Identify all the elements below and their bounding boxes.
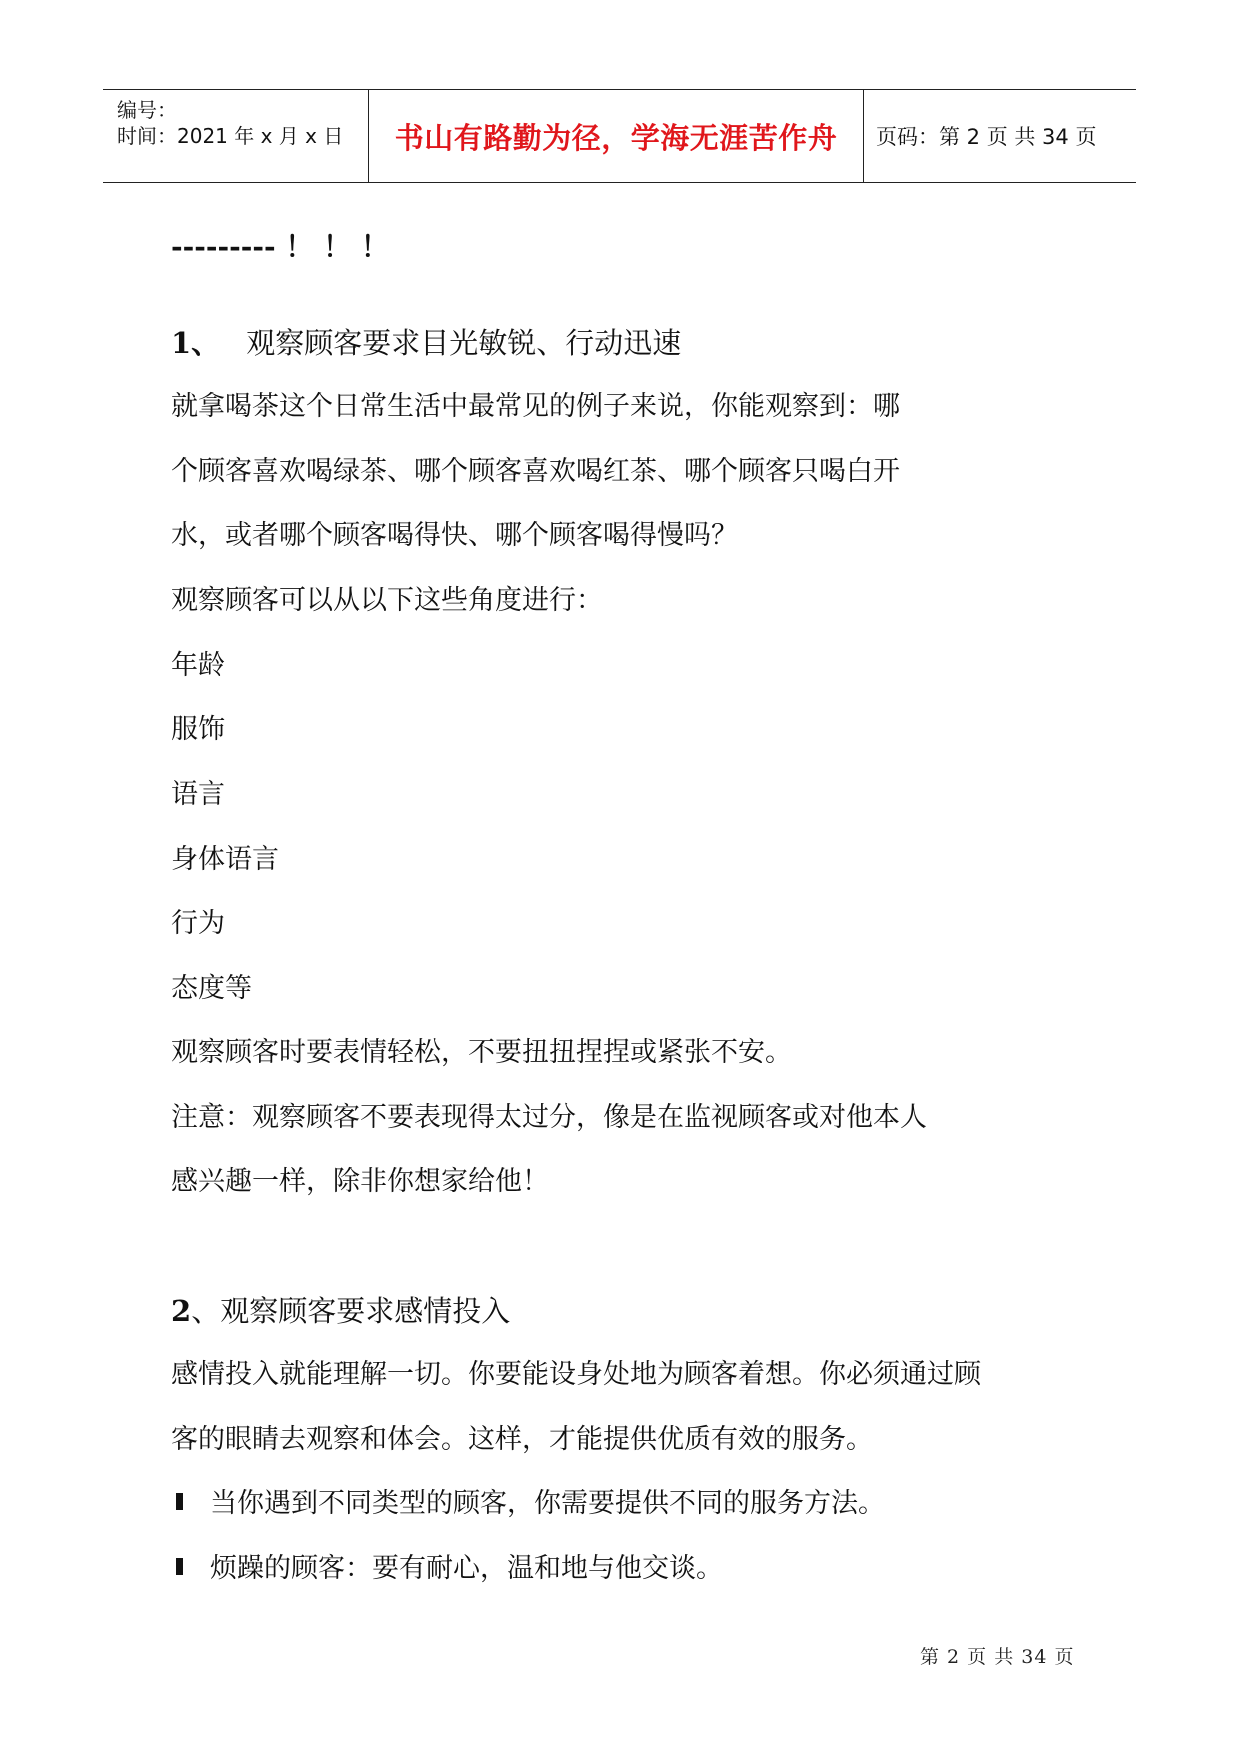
paragraph-2-line-1: 感情投入就能理解一切。你要能设身处地为顾客着想。你必须通过顾	[171, 1359, 981, 1390]
page-footer: 第 2 页 共 34 页	[920, 1646, 1075, 1668]
angle-item: 服饰	[171, 714, 225, 745]
motto-text: 书山有路勤为径，学海无涯苦作舟	[394, 120, 838, 155]
document-header	[103, 89, 1136, 183]
section-2-heading	[171, 1294, 510, 1328]
exclaim-line: --------- ！ ！ ！	[171, 230, 389, 263]
header-middle-cell	[369, 90, 864, 182]
header-right-cell	[864, 90, 1136, 182]
section-1-heading	[171, 326, 681, 360]
paragraph-1-line-2: 个顾客喜欢喝绿茶、哪个顾客喜欢喝红茶、哪个顾客只喝白开	[171, 456, 900, 487]
angle-item: 态度等	[171, 973, 252, 1004]
section-1-number: 1、	[171, 326, 221, 360]
paragraph-1-line-3: 水，或者哪个顾客喝得快、哪个顾客喝得慢吗？	[171, 520, 738, 551]
square-bullet-icon	[176, 1493, 183, 1510]
section-1-title: 观察顾客要求目光敏锐、行动迅速	[246, 326, 682, 360]
paragraph-2-line-2: 客的眼睛去观察和体会。这样，才能提供优质有效的服务。	[171, 1424, 873, 1455]
angle-item: 年龄	[171, 650, 225, 681]
bullet-item	[176, 1552, 723, 1586]
serial-label: 编号：	[117, 98, 177, 122]
bullet-text: 烦躁的顾客：要有耐心，温和地与他交谈。	[210, 1553, 723, 1584]
section-2-number: 2	[171, 1294, 192, 1328]
attention-line-2: 感兴趣一样，除非你想家给他！	[171, 1166, 549, 1197]
section-2-title: 、观察顾客要求感情投入	[191, 1294, 511, 1328]
header-page-code: 页码：第 2 页 共 34 页	[876, 125, 1097, 149]
attention-line-1: 注意：观察顾客不要表现得太过分，像是在监视顾客或对他本人	[171, 1102, 927, 1133]
relax-note: 观察顾客时要表情轻松，不要扭扭捏捏或紧张不安。	[171, 1037, 792, 1068]
angles-intro: 观察顾客可以从以下这些角度进行：	[171, 585, 603, 616]
time-label: 时间：2021 年 x 月 x 日	[117, 124, 344, 148]
square-bullet-icon	[176, 1558, 183, 1575]
angle-item: 语言	[171, 779, 225, 810]
header-left-cell	[103, 90, 369, 182]
bullet-item	[176, 1487, 885, 1521]
angle-item: 行为	[171, 908, 225, 939]
angle-item: 身体语言	[171, 844, 279, 875]
bullet-text: 当你遇到不同类型的顾客，你需要提供不同的服务方法。	[210, 1488, 885, 1519]
paragraph-1-line-1: 就拿喝茶这个日常生活中最常见的例子来说，你能观察到：哪	[171, 391, 900, 422]
